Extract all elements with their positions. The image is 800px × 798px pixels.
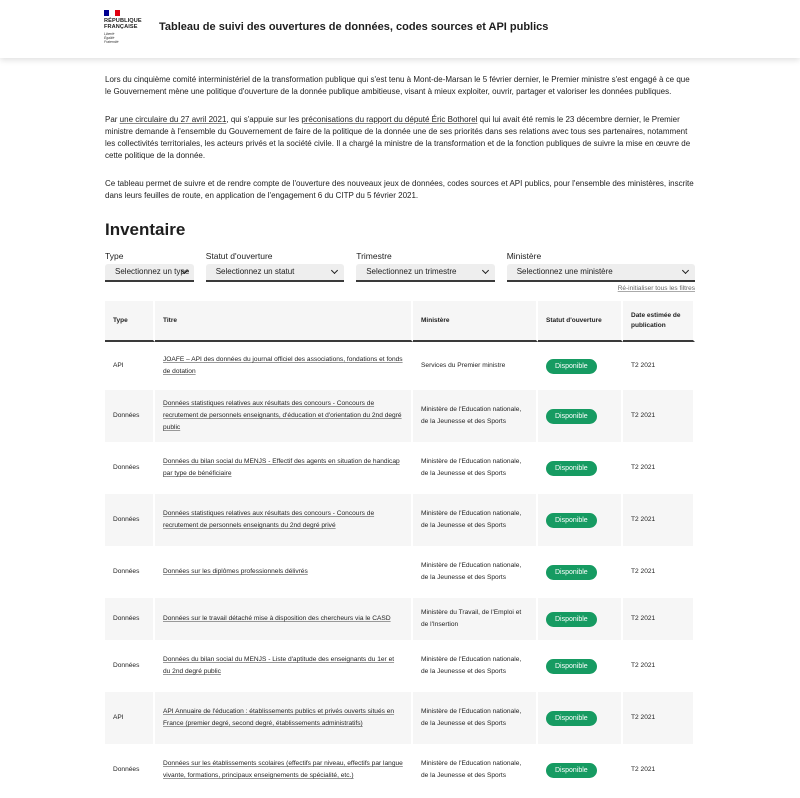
cell-date — [623, 744, 695, 796]
cell-titre — [155, 494, 413, 546]
column-header-titre[interactable]: Titre — [155, 301, 413, 342]
cell-titre — [155, 342, 413, 390]
table-row — [105, 342, 695, 390]
cell-date-text: T2 2021 — [631, 412, 656, 419]
cell-date-text: T2 2021 — [631, 662, 656, 669]
cell-ministere — [413, 342, 538, 390]
cell-type — [105, 598, 155, 640]
cell-statut — [538, 640, 623, 692]
table-row — [105, 442, 695, 494]
cell-ministere-text: Ministère du Travail, de l'Emploi et de l'Insertion — [421, 609, 522, 628]
cell-date — [623, 442, 695, 494]
dataset-title-link[interactable]: Données sur les diplômes professionnels délivrés — [163, 568, 308, 575]
dataset-title-link[interactable]: Données statistiques relatives aux résultats des concours - Concours de recrutement de personnels enseignants, d'éducation et d'orientation du 2nd degré public — [163, 400, 402, 431]
cell-ministere-text: Services du Premier ministre — [421, 362, 506, 369]
cell-titre — [155, 390, 413, 442]
filter-ministere-select[interactable]: Selectionnez une ministère — [507, 264, 695, 282]
filter-ministere — [507, 251, 695, 282]
cell-date — [623, 598, 695, 640]
cell-ministere — [413, 598, 538, 640]
cell-type — [105, 546, 155, 598]
cell-type-text: Données — [113, 615, 140, 622]
cell-type-text: API — [113, 362, 124, 369]
cell-ministere — [413, 640, 538, 692]
site-header — [0, 0, 800, 58]
cell-ministere-text: Ministère de l'Education nationale, de la Jeunesse et des Sports — [421, 708, 522, 727]
reset-filters-link[interactable]: Ré-initialiser tous les filtres — [617, 285, 695, 292]
dataset-title-link[interactable]: API Annuaire de l'éducation : établissements publics et privés ouverts situés en France (premier degré, second degré, établissements administratifs) — [163, 708, 395, 727]
filter-type-select[interactable]: Selectionnez un type — [105, 264, 194, 282]
logo-devise: Liberté Égalité Fraternité — [104, 32, 119, 44]
chevron-down-icon — [331, 267, 338, 274]
dataset-title-link[interactable]: Données du bilan social du MENJS - Liste d'aptitude des enseignants du 1er et du 2nd degré public — [163, 656, 395, 675]
intro-paragraph-2: Par une circulaire du 27 avril 2021, qui s'appuie sur les préconisations du rapport du député Éric Bothorel qui lui avait été remis le 23 décembre dernier, le Premier ministre demande à l'ensemble du Gouvernement de faire de la politique de la donnée une de ses priorités dans ses relations avec tous ses partenaires, notamment les collectivités territoriales, les acteurs privés et la société civile. Il a chargé la ministre de la transformation et de la fonction publiques de suivre la mise en œuvre de cette politique de la donnée. — [105, 115, 691, 160]
circulaire-link[interactable]: une circulaire du 27 avril 2021 — [119, 115, 227, 124]
filter-type — [105, 251, 194, 282]
column-header-ministere[interactable]: Ministère — [413, 301, 538, 342]
table-row — [105, 494, 695, 546]
intro-section — [105, 74, 695, 202]
reset-filters-wrap — [105, 285, 695, 295]
cell-titre — [155, 598, 413, 640]
filter-type-label: Type — [105, 251, 124, 261]
cell-date — [623, 640, 695, 692]
cell-type-text: Données — [113, 516, 140, 523]
column-header-date[interactable]: Date estimée de publication — [623, 301, 695, 342]
cell-statut — [538, 390, 623, 442]
cell-date — [623, 692, 695, 744]
cell-statut — [538, 342, 623, 390]
cell-type-text: Données — [113, 662, 140, 669]
cell-titre — [155, 442, 413, 494]
cell-ministere-text: Ministère de l'Education nationale, de la Jeunesse et des Sports — [421, 510, 522, 529]
dataset-title-link[interactable]: Données sur le travail détaché mise à disposition des chercheurs via le CASD — [163, 615, 391, 622]
cell-type-text: Données — [113, 766, 140, 773]
cell-date-text: T2 2021 — [631, 615, 656, 622]
cell-date-text: T2 2021 — [631, 766, 656, 773]
cell-type-text: Données — [113, 412, 140, 419]
cell-type — [105, 494, 155, 546]
table-row — [105, 546, 695, 598]
status-badge: Disponible — [546, 763, 597, 778]
cell-type — [105, 744, 155, 796]
cell-statut — [538, 598, 623, 640]
intro-paragraph-3: Ce tableau permet de suivre et de rendre compte de l'ouverture des nouveaux jeux de données, codes sources et API publics, pour l'ensemble des ministères, inscrite dans leurs feuilles de route, en application de l'engagement 6 du CITP du 5 février 2021. — [105, 179, 694, 200]
table-body — [105, 342, 695, 796]
tricolor-flag-icon — [104, 10, 120, 16]
cell-ministere-text: Ministère de l'Education nationale, de la Jeunesse et des Sports — [421, 458, 522, 477]
cell-date — [623, 390, 695, 442]
cell-date-text: T2 2021 — [631, 516, 656, 523]
filter-trimestre — [356, 251, 495, 282]
column-header-type[interactable]: Type — [105, 301, 155, 342]
cell-ministere — [413, 390, 538, 442]
cell-statut — [538, 692, 623, 744]
site-title[interactable]: Tableau de suivi des ouvertures de données, codes sources et API publics — [159, 21, 549, 33]
chevron-down-icon — [482, 267, 489, 274]
status-badge: Disponible — [546, 565, 597, 580]
filter-trimestre-label: Trimestre — [356, 251, 392, 261]
table-header-row — [105, 301, 695, 342]
status-badge: Disponible — [546, 659, 597, 674]
cell-titre — [155, 744, 413, 796]
cell-ministere — [413, 744, 538, 796]
cell-statut — [538, 744, 623, 796]
cell-titre — [155, 546, 413, 598]
cell-ministere-text: Ministère de l'Education nationale, de la Jeunesse et des Sports — [421, 562, 522, 581]
cell-statut — [538, 442, 623, 494]
cell-ministere — [413, 692, 538, 744]
table-row — [105, 390, 695, 442]
cell-ministere — [413, 442, 538, 494]
cell-date-text: T2 2021 — [631, 568, 656, 575]
status-badge: Disponible — [546, 513, 597, 528]
main-content — [0, 74, 800, 796]
dataset-title-link[interactable]: Données statistiques relatives aux résultats des concours - Concours de recrutement de personnels enseignants du 2nd degré privé — [163, 510, 375, 529]
marianne-logo[interactable] — [104, 10, 152, 50]
dataset-title-link[interactable]: Données sur les établissements scolaires (effectifs par niveau, effectifs par langue vivante, formations, principaux enseignements de spécialité, etc.) — [163, 760, 403, 779]
cell-ministere-text: Ministère de l'Education nationale, de la Jeunesse et des Sports — [421, 656, 522, 675]
cell-ministere-text: Ministère de l'Education nationale, de la Jeunesse et des Sports — [421, 406, 522, 425]
cell-type — [105, 640, 155, 692]
cell-statut — [538, 494, 623, 546]
dataset-title-link[interactable]: JOAFE – API des données du journal officiel des associations, fondations et fonds de dotation — [163, 356, 403, 375]
status-badge: Disponible — [546, 359, 597, 374]
filters-bar — [105, 251, 695, 282]
cell-ministere-text: Ministère de l'Education nationale, de la Jeunesse et des Sports — [421, 760, 522, 779]
status-badge: Disponible — [546, 711, 597, 726]
cell-titre — [155, 640, 413, 692]
cell-type — [105, 390, 155, 442]
inventaire-table — [105, 301, 695, 796]
filter-trimestre-select[interactable]: Selectionnez un trimestre — [356, 264, 495, 282]
intro-paragraph-1: Lors du cinquième comité interministériel de la transformation publique qui s'est tenu à Mont-de-Marsan le 5 février dernier, le Premier ministre s'est engagé à ce que le Gouvernement mène une politique d'ouverture de la donnée publique ambitieuse, visant à mieux exploiter, ouvrir, partager et valoriser les données publiques. — [105, 75, 690, 96]
cell-type-text: Données — [113, 568, 140, 575]
table-row — [105, 598, 695, 640]
dataset-title-link[interactable]: Données du bilan social du MENJS - Effectif des agents en situation de handicap par type de bénéficiaire — [163, 458, 400, 477]
column-header-statut[interactable]: Statut d'ouverture — [538, 301, 623, 342]
rapport-bothorel-link[interactable]: préconisations du rapport du député Éric Bothorel — [301, 115, 478, 124]
cell-ministere — [413, 546, 538, 598]
cell-ministere — [413, 494, 538, 546]
cell-titre — [155, 692, 413, 744]
table-row — [105, 640, 695, 692]
chevron-down-icon — [682, 267, 689, 274]
cell-type-text: Données — [113, 464, 140, 471]
cell-type-text: API — [113, 714, 124, 721]
filter-statut-select[interactable]: Selectionnez un statut — [206, 264, 345, 282]
status-badge: Disponible — [546, 461, 597, 476]
cell-statut — [538, 546, 623, 598]
logo-line-2: FRANÇAISE — [104, 24, 138, 30]
table-row — [105, 692, 695, 744]
status-badge: Disponible — [546, 612, 597, 627]
filter-statut-label: Statut d'ouverture — [205, 251, 273, 261]
inventaire-heading: Inventaire — [105, 220, 186, 239]
cell-type — [105, 692, 155, 744]
status-badge: Disponible — [546, 409, 597, 424]
filter-ministere-label: Ministère — [506, 251, 542, 261]
cell-date — [623, 546, 695, 598]
table-row — [105, 744, 695, 796]
cell-date — [623, 342, 695, 390]
cell-type — [105, 342, 155, 390]
filter-statut — [206, 251, 345, 282]
cell-date-text: T2 2021 — [631, 464, 656, 471]
logo-line-1: RÉPUBLIQUE — [104, 18, 142, 24]
cell-type — [105, 442, 155, 494]
cell-date — [623, 494, 695, 546]
cell-date-text: T2 2021 — [631, 362, 656, 369]
cell-date-text: T2 2021 — [631, 714, 656, 721]
